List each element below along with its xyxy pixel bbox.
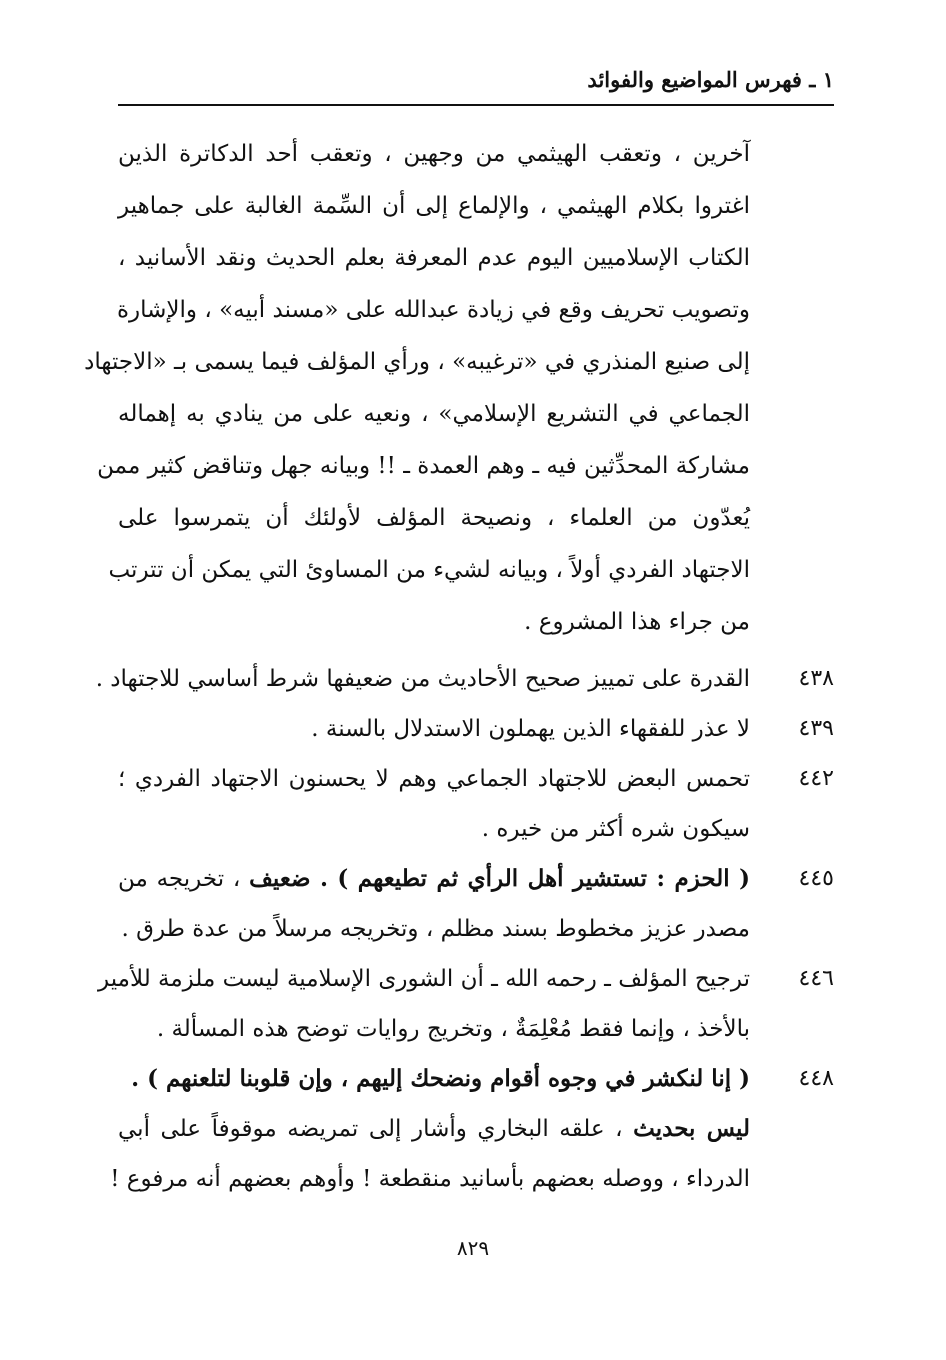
text-line: يُعدّون من العلماء ، ونصيحة المؤلف لأولئك أن يتمرسوا على [118, 505, 750, 531]
entry-line: لا عذر للفقهاء الذين يهملون الاستدلال بالسنة . [311, 716, 750, 742]
text-line: إلى صنيع المنذري في «ترغيبه» ، ورأي المؤلف فيما يسمى بـ «الاجتهاد [84, 349, 750, 375]
text-line: من جراء هذا المشروع . [524, 609, 750, 635]
entry-line [118, 860, 750, 910]
entry-text [110, 1060, 750, 1210]
entry-line-rest: ، تخريجه من [118, 866, 241, 892]
index-entry [98, 960, 834, 1060]
text-line: الجماعي في التشريع الإسلامي» ، ونعيه على من ينادي به إهماله [118, 401, 750, 427]
entry-line: سيكون شره أكثر من خيره . [481, 816, 750, 842]
entry-text [95, 660, 750, 710]
index-entry [95, 660, 834, 710]
text-line: اغتروا بكلام الهيثمي ، والإلماع إلى أن السِّمة الغالبة على جماهير [118, 193, 750, 219]
hadith-title: ( إنا لنكشر في وجوه أقوام ونضحك إليهم ، وإن قلوبنا لتلعنهم ) . [131, 1065, 750, 1092]
entry-number: ٤٤٦ [798, 966, 834, 991]
text-line: الكتاب الإسلاميين اليوم عدم المعرفة بعلم الحديث ونقد الأسانيد ، [118, 245, 750, 271]
text-line: وتصويب تحريف وقع في زيادة عبدالله على «مسند أبيه» ، والإشارة [116, 297, 750, 323]
continued-paragraph [84, 128, 750, 648]
index-entry [118, 860, 834, 960]
entry-number: ٤٤٥ [798, 866, 834, 891]
page-number: ٨٢٩ [456, 1236, 490, 1260]
entry-text [118, 860, 750, 960]
entry-number: ٤٣٩ [798, 716, 834, 741]
text-line: آخرين ، وتعقب الهيثمي من وجهين ، وتعقب أحد الدكاترة الذين [118, 141, 750, 167]
entry-line: الدرداء ، ووصله بعضهم بأسانيد منقطعة ! وأوهم بعضهم أنه مرفوع ! [110, 1166, 750, 1192]
entry-line-rest: ، علقه البخاري وأشار إلى تمريضه موقوفاً على أبي [118, 1116, 623, 1142]
running-title: ١ ـ فهرس المواضيع والفوائد [587, 67, 834, 92]
entry-line: بالأخذ ، وإنما فقط مُعْلِمَةٌ ، وتخريج روايات توضح هذه المسألة . [156, 1016, 750, 1042]
entry-number: ٤٣٨ [798, 666, 834, 691]
entry-text [118, 760, 750, 860]
entry-line: ترجيح المؤلف ـ رحمه الله ـ أن الشورى الإسلامية ليست ملزمة للأمير [98, 966, 750, 992]
header-rule [118, 104, 834, 106]
entry-number: ٤٤٨ [798, 1066, 834, 1091]
hadith-title: ( الحزم : تستشير أهل الرأي ثم تطيعهم ) . ضعيف [249, 865, 750, 892]
entry-line: تحمس البعض للاجتهاد الجماعي وهم لا يحسنون الاجتهاد الفردي ؛ [118, 766, 750, 792]
text-line: مشاركة المحدِّثين فيه ـ وهم العمدة ـ !! وبيانه جهل وتناقض كثير ممن [97, 453, 750, 479]
index-entries [95, 660, 834, 1210]
entry-line [118, 1110, 750, 1160]
entry-number: ٤٤٢ [798, 766, 834, 791]
entry-text [98, 960, 750, 1060]
text-line: الاجتهاد الفردي أولاً ، وبيانه لشيء من المساوئ التي يمكن أن تترتب [108, 557, 750, 583]
index-entry [118, 710, 834, 760]
index-entry [110, 1060, 834, 1210]
entry-text [118, 710, 750, 760]
entry-line: القدرة على تمييز صحيح الأحاديث من ضعيفها شرط أساسي للاجتهاد . [95, 666, 750, 692]
hadith-verdict: ليس بحديث [633, 1115, 750, 1142]
index-entry [118, 760, 834, 860]
entry-line: مصدر عزيز مخطوط بسند مظلم ، وتخريجه مرسلاً من عدة طرق . [121, 916, 750, 942]
